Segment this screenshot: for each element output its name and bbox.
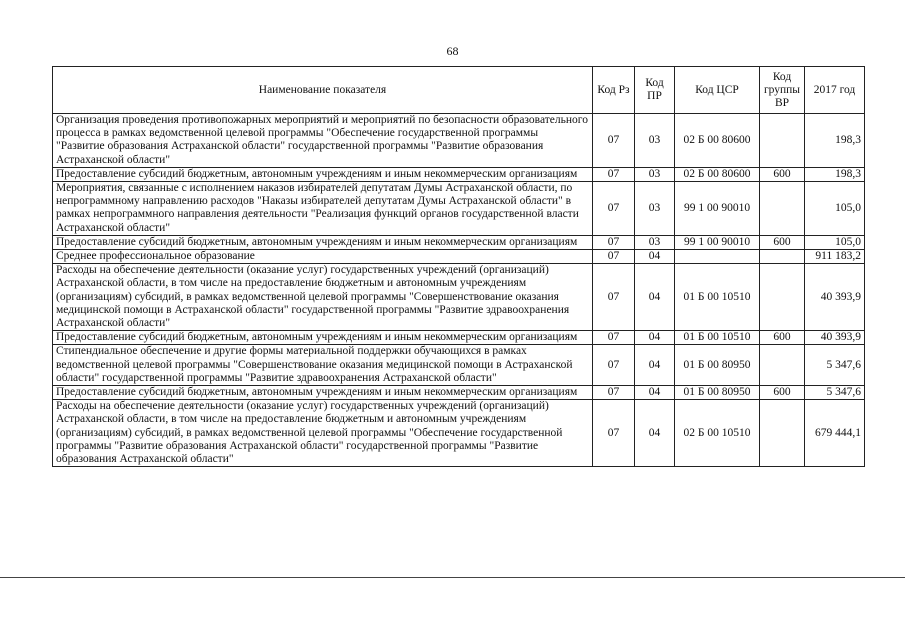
row-rz: 07 bbox=[593, 167, 635, 181]
header-pr: Код ПР bbox=[635, 67, 675, 114]
row-pr: 04 bbox=[635, 250, 675, 264]
row-name: Расходы на обеспечение деятельности (оказание услуг) государственных учреждений (организаций) Астраханской области, в том числе на предоставление бюджетным и автономным учреждениям (организациям) субсидий, в рамках ведомственной целевой программы "Обеспечение государственной программы "Развитие образования Астраханской области" государственной программы "Развитие образования Астраханской области" bbox=[53, 400, 593, 467]
row-csr: 01 Б 00 80950 bbox=[675, 345, 760, 386]
row-value: 40 393,9 bbox=[805, 264, 865, 331]
row-csr: 02 Б 00 10510 bbox=[675, 400, 760, 467]
table-row bbox=[53, 182, 865, 236]
row-pr: 04 bbox=[635, 331, 675, 345]
row-value: 105,0 bbox=[805, 182, 865, 236]
row-pr: 04 bbox=[635, 400, 675, 467]
row-value: 198,3 bbox=[805, 167, 865, 181]
table-row bbox=[53, 400, 865, 467]
row-value: 5 347,6 bbox=[805, 345, 865, 386]
row-pr: 04 bbox=[635, 345, 675, 386]
row-csr: 99 1 00 90010 bbox=[675, 182, 760, 236]
header-name: Наименование показателя bbox=[53, 67, 593, 114]
row-value: 198,3 bbox=[805, 114, 865, 168]
page-number: 68 bbox=[446, 44, 459, 58]
row-rz: 07 bbox=[593, 400, 635, 467]
row-csr: 02 Б 00 80600 bbox=[675, 167, 760, 181]
table-row bbox=[53, 264, 865, 331]
table-row bbox=[53, 345, 865, 386]
row-vr bbox=[760, 345, 805, 386]
row-vr bbox=[760, 264, 805, 331]
row-rz: 07 bbox=[593, 182, 635, 236]
row-pr: 04 bbox=[635, 264, 675, 331]
row-csr: 01 Б 00 10510 bbox=[675, 264, 760, 331]
row-pr: 03 bbox=[635, 114, 675, 168]
row-rz: 07 bbox=[593, 345, 635, 386]
page-fold-line bbox=[0, 577, 905, 578]
row-pr: 04 bbox=[635, 386, 675, 400]
row-vr: 600 bbox=[760, 386, 805, 400]
row-csr: 99 1 00 90010 bbox=[675, 235, 760, 249]
row-value: 679 444,1 bbox=[805, 400, 865, 467]
row-rz: 07 bbox=[593, 114, 635, 168]
row-name: Организация проведения противопожарных мероприятий и мероприятий по безопасности образовательного процесса в рамках ведомственной целевой программы "Обеспечение государственной программы "Развитие образования Астраханской области" государственной программы "Развитие образования Астраханской области" bbox=[53, 114, 593, 168]
row-pr: 03 bbox=[635, 235, 675, 249]
row-pr: 03 bbox=[635, 167, 675, 181]
row-name: Стипендиальное обеспечение и другие формы материальной поддержки обучающихся в рамках ведомственной целевой программы "Совершенствование оказания медицинской помощи в Астраханской области" государственной программы "Развитие здравоохранения Астраханской области" bbox=[53, 345, 593, 386]
row-name: Предоставление субсидий бюджетным, автономным учреждениям и иным некоммерческим организациям bbox=[53, 331, 593, 345]
row-value: 5 347,6 bbox=[805, 386, 865, 400]
row-vr bbox=[760, 182, 805, 236]
table-row bbox=[53, 386, 865, 400]
header-row bbox=[53, 67, 865, 114]
row-vr bbox=[760, 250, 805, 264]
row-csr: 02 Б 00 80600 bbox=[675, 114, 760, 168]
row-rz: 07 bbox=[593, 386, 635, 400]
table-header bbox=[53, 67, 865, 114]
row-pr: 03 bbox=[635, 182, 675, 236]
row-name: Расходы на обеспечение деятельности (оказание услуг) государственных учреждений (организаций) Астраханской области, в том числе на предоставление бюджетным и автономным учреждениям (организациям) субсидий, в рамках ведомственной целевой программы "Совершенствование оказания медицинской помощи в Астраханской области" государственной программы "Развитие здравоохранения Астраханской области" bbox=[53, 264, 593, 331]
row-rz: 07 bbox=[593, 250, 635, 264]
row-name: Мероприятия, связанные с исполнением наказов избирателей депутатам Думы Астраханской области, по непрограммному направлению расходов "Наказы избирателей депутатам Думы Астраханской области" в рамках непрограммного направления деятельности "Реализация функций органов государственной власти Астраханской области" bbox=[53, 182, 593, 236]
row-value: 105,0 bbox=[805, 235, 865, 249]
row-vr: 600 bbox=[760, 167, 805, 181]
table-row bbox=[53, 331, 865, 345]
table-row bbox=[53, 235, 865, 249]
row-value: 911 183,2 bbox=[805, 250, 865, 264]
row-vr: 600 bbox=[760, 331, 805, 345]
table-row bbox=[53, 250, 865, 264]
row-csr: 01 Б 00 10510 bbox=[675, 331, 760, 345]
header-csr: Код ЦСР bbox=[675, 67, 760, 114]
row-csr bbox=[675, 250, 760, 264]
row-rz: 07 bbox=[593, 235, 635, 249]
header-year: 2017 год bbox=[805, 67, 865, 114]
row-name: Среднее профессиональное образование bbox=[53, 250, 593, 264]
row-name: Предоставление субсидий бюджетным, автономным учреждениям и иным некоммерческим организациям bbox=[53, 235, 593, 249]
table-row bbox=[53, 167, 865, 181]
header-rz: Код Рз bbox=[593, 67, 635, 114]
row-csr: 01 Б 00 80950 bbox=[675, 386, 760, 400]
row-vr bbox=[760, 400, 805, 467]
row-vr: 600 bbox=[760, 235, 805, 249]
header-vr: Код группы ВР bbox=[760, 67, 805, 114]
row-rz: 07 bbox=[593, 264, 635, 331]
row-rz: 07 bbox=[593, 331, 635, 345]
row-name: Предоставление субсидий бюджетным, автономным учреждениям и иным некоммерческим организациям bbox=[53, 167, 593, 181]
table-body bbox=[53, 114, 865, 467]
row-value: 40 393,9 bbox=[805, 331, 865, 345]
budget-table bbox=[52, 66, 865, 467]
row-name: Предоставление субсидий бюджетным, автономным учреждениям и иным некоммерческим организациям bbox=[53, 386, 593, 400]
row-vr bbox=[760, 114, 805, 168]
table-row bbox=[53, 114, 865, 168]
